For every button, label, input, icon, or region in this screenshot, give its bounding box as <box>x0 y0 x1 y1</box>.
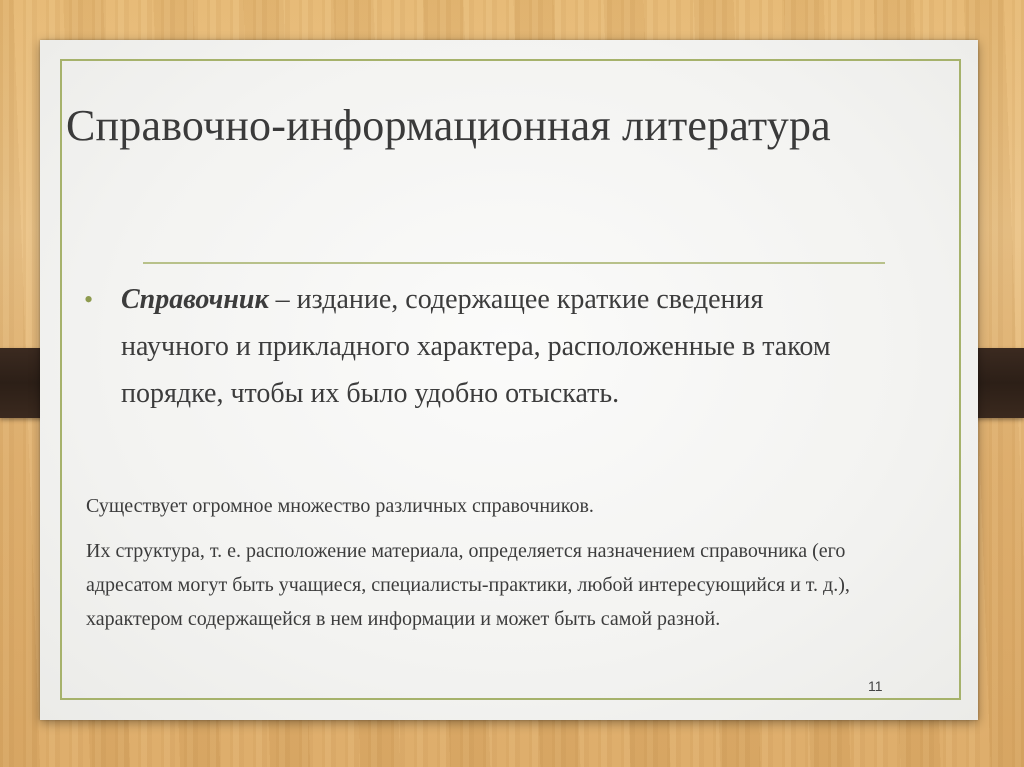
bullet-term: Справочник <box>121 284 269 315</box>
paragraph-structure: Их структура, т. е. расположение материала, определяется назначением справочника (его адресатом могут быть учащиеся, специалисты-практики, любой интересующийся и т. д.), характером содержащейся в нем информации и может быть самой разной. <box>86 540 850 630</box>
slide-card <box>40 40 978 720</box>
slide-number: 11 <box>868 678 883 694</box>
paragraph-variety: Существует огромное множество различных справочников. <box>86 495 594 517</box>
bullet-marker-icon: • <box>84 285 94 314</box>
slide-title: Справочно-информационная литература <box>66 101 831 150</box>
title-divider <box>143 262 885 264</box>
bullet-item <box>84 276 864 417</box>
bullet-definition: издание, содержащее краткие сведения научного и прикладного характера, расположенные в таком порядке, чтобы их было удобно отыскать. <box>121 284 831 409</box>
bullet-dash: – <box>268 284 297 315</box>
bullet-text <box>121 276 864 417</box>
